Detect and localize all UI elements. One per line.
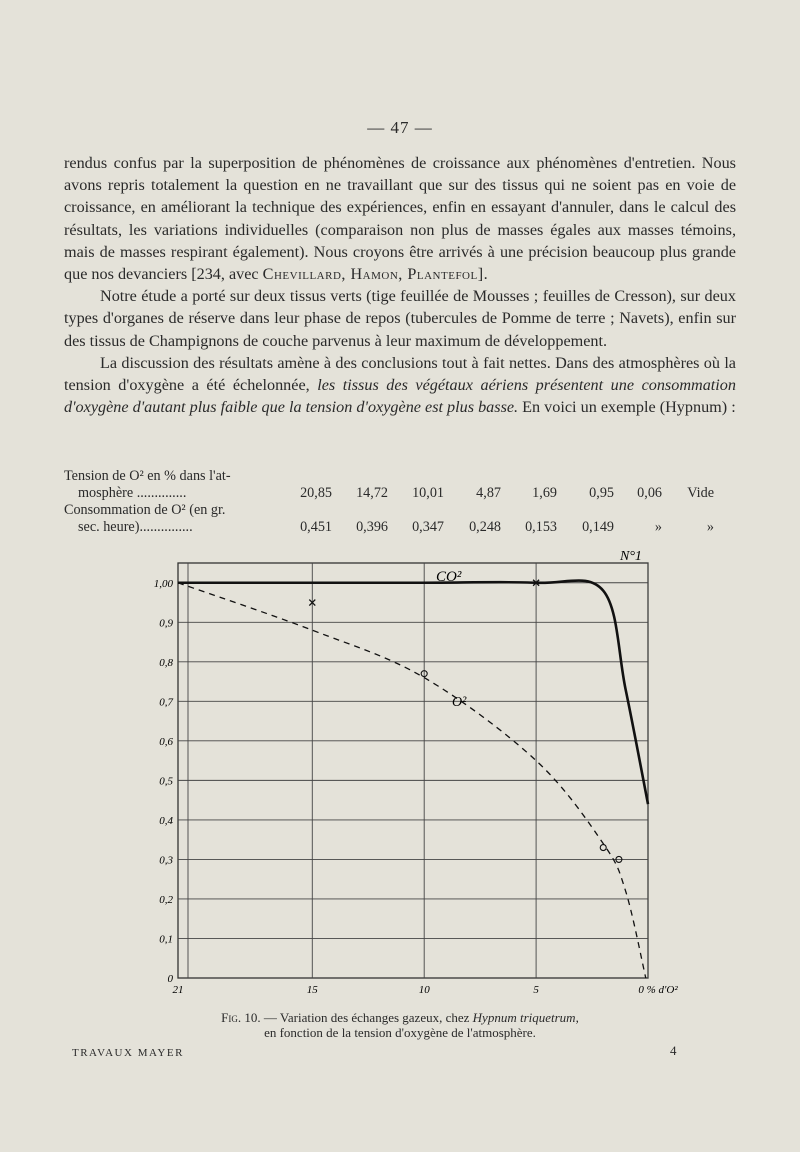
- co2-curve: [178, 580, 648, 804]
- table-cell: 0,149: [582, 519, 614, 535]
- y-tick-label: 0,9: [159, 617, 173, 630]
- y-tick-label: 0,6: [159, 735, 173, 748]
- y-tick-label: 0,1: [159, 933, 173, 946]
- plot-frame: [178, 563, 648, 978]
- table-cell: Vide: [687, 485, 714, 501]
- x-tick-label: 5: [533, 984, 539, 996]
- x-tick-label: 0 % d'O²: [638, 984, 678, 996]
- table-cell: »: [706, 519, 714, 535]
- table-cell: 1,69: [532, 485, 557, 501]
- table-cell: 10,01: [412, 485, 444, 501]
- x-tick-label: 21: [172, 984, 184, 996]
- caption-species: Hypnum triquetrum,: [472, 1010, 579, 1025]
- author-list: Chevillard, Hamon, Plantefol].: [262, 265, 489, 284]
- series-label-co2: CO²: [436, 569, 462, 585]
- page-number: — 47 —: [367, 118, 433, 137]
- row2-label: Consommation de O² (en gr.: [64, 502, 226, 518]
- table-cell: 0,451: [300, 519, 332, 535]
- figure-caption: Fig. 10. — Variation des échanges gazeux, chez Hypnum triquetrum, en fonction de la tension d'oxygène de l'atmosphère.: [221, 1010, 579, 1040]
- y-tick-label: 0,3: [159, 854, 173, 867]
- chart-grid: [178, 563, 648, 978]
- paragraph-2: Notre étude a porté sur deux tissus verts (tige feuillée de Mousses ; feuilles de Cresson), sur deux types d'organes de réserve dans leur phase de repos (tubercules de Pomme de terre ; Navets), enfin sur des tissus de Champignons de couche parvenus à leur maximum de développement.: [64, 287, 736, 350]
- y-tick-label: 1,00: [153, 577, 173, 590]
- table-cell: 0,06: [637, 485, 662, 501]
- figure-chart: [130, 548, 678, 998]
- table-cell: 0,95: [589, 485, 614, 501]
- y-tick-label: 0,8: [159, 656, 173, 669]
- chart-curves: [178, 580, 648, 978]
- footer-left: TRAVAUX MAYER: [72, 1047, 184, 1059]
- table-cell: 4,87: [476, 485, 501, 501]
- table-cell: 0,153: [525, 519, 557, 535]
- row2-label-cont: sec. heure)...............: [78, 519, 193, 535]
- x-tick-label: 10: [418, 984, 430, 996]
- table-cell: »: [654, 519, 662, 535]
- table-cell: 0,248: [469, 519, 501, 535]
- table-cell: 0,347: [412, 519, 444, 535]
- paragraph-3: La discussion des résultats amène à des conclusions tout à fait nettes. Dans des atmosphères où la tension d'oxygène a été échelonnée, les tissus des végétaux aériens présentent une consommation d'oxygène d'autant plus faible que la tension d'oxygène est plus basse. En voici un exemple (Hypnum) :: [64, 353, 736, 417]
- y-tick-label: 0,7: [159, 696, 173, 709]
- series-label-o2: O²: [452, 695, 467, 710]
- y-tick-label: 0,5: [159, 775, 173, 788]
- y-tick-labels: [154, 578, 174, 985]
- conclusion-italic: les tissus des végétaux aériens présentent une consommation d'oxygène d'autant plus faible que la tension d'oxygène est plus basse.: [64, 376, 736, 417]
- paragraph-1: rendus confus par la superposition de phénomènes de croissance aux phénomènes d'entretien. Nous avons repris totalement la question en ne travaillant que sur des tissus qui ne soient pas en voie de croissance, en améliorant la technique des expériences, enfin en essayant d'annuler, dans le calcul des résultats, les variations individuelles (comparaison non plus de masses égales aux masses témoins, mais de masses respirant également). Nous croyons être arrivés à une précision beaucoup plus grande que nos devanciers [234, avec Chevillard, Hamon, Plantefol].: [64, 154, 736, 284]
- table-cell: 0,396: [356, 519, 388, 535]
- table-cell: 14,72: [356, 485, 388, 501]
- data-table: [64, 468, 736, 536]
- figure-number: N°1: [620, 549, 642, 564]
- row1-label-cont: mosphère ..............: [78, 485, 187, 501]
- row1-label: Tension de O² en % dans l'at-: [64, 468, 231, 484]
- y-tick-label: 0,4: [159, 814, 173, 827]
- x-tick-labels: [173, 984, 679, 996]
- caption-label: Fig. 10.: [221, 1010, 261, 1025]
- y-tick-label: 0,2: [159, 893, 173, 906]
- y-tick-label: 0: [167, 973, 173, 985]
- footer-right: 4: [670, 1043, 677, 1058]
- body-text: [64, 152, 736, 418]
- x-tick-label: 15: [306, 984, 318, 996]
- table-cell: 20,85: [300, 485, 332, 501]
- data-marker: [600, 845, 606, 851]
